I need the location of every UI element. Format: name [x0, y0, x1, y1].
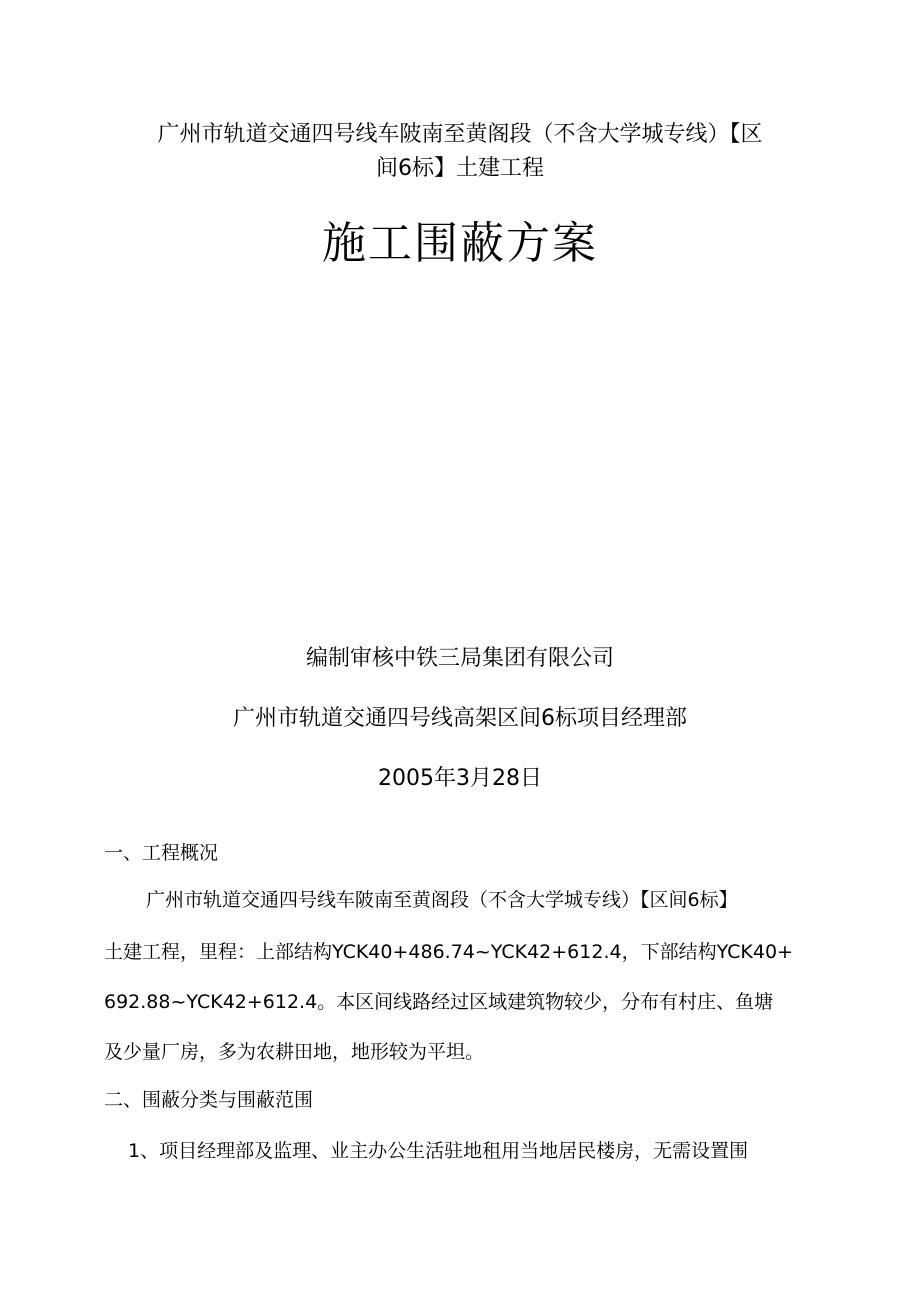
section-heading-overview: 一、工程概况: [104, 842, 219, 864]
compiler-line: 编制审核中铁三局集团有限公司: [305, 646, 614, 671]
overview-paragraph-line-3: 692.88~YCK42+612.4。本区间线路经过区域建筑物较少，分布有村庄、鱼塘: [104, 991, 774, 1013]
project-title-line-1: 广州市轨道交通四号线车陂南至黄阁段（不含大学城专线）【区: [157, 122, 763, 147]
enclosure-item-1: 1、项目经理部及监理、业主办公生活驻地租用当地居民楼房，无需设置围: [128, 1140, 749, 1162]
document-main-title: 施工围蔽方案: [322, 218, 598, 269]
overview-paragraph-line-2: 土建工程，里程：上部结构YCK40+486.74~YCK42+612.4，下部结构YCK40+: [104, 941, 793, 963]
overview-paragraph-line-1: 广州市轨道交通四号线车陂南至黄阁段（不含大学城专线）【区间6标】: [146, 889, 738, 911]
overview-paragraph-line-4: 及少量厂房，多为农耕田地，地形较为平坦。: [104, 1041, 485, 1063]
department-line: 广州市轨道交通四号线高架区间6标项目经理部: [233, 706, 687, 731]
date-line: 2005年3月28日: [378, 766, 542, 791]
section-heading-enclosure: 二、围蔽分类与围蔽范围: [104, 1089, 314, 1111]
project-title-line-2: 间6标】土建工程: [376, 156, 544, 181]
